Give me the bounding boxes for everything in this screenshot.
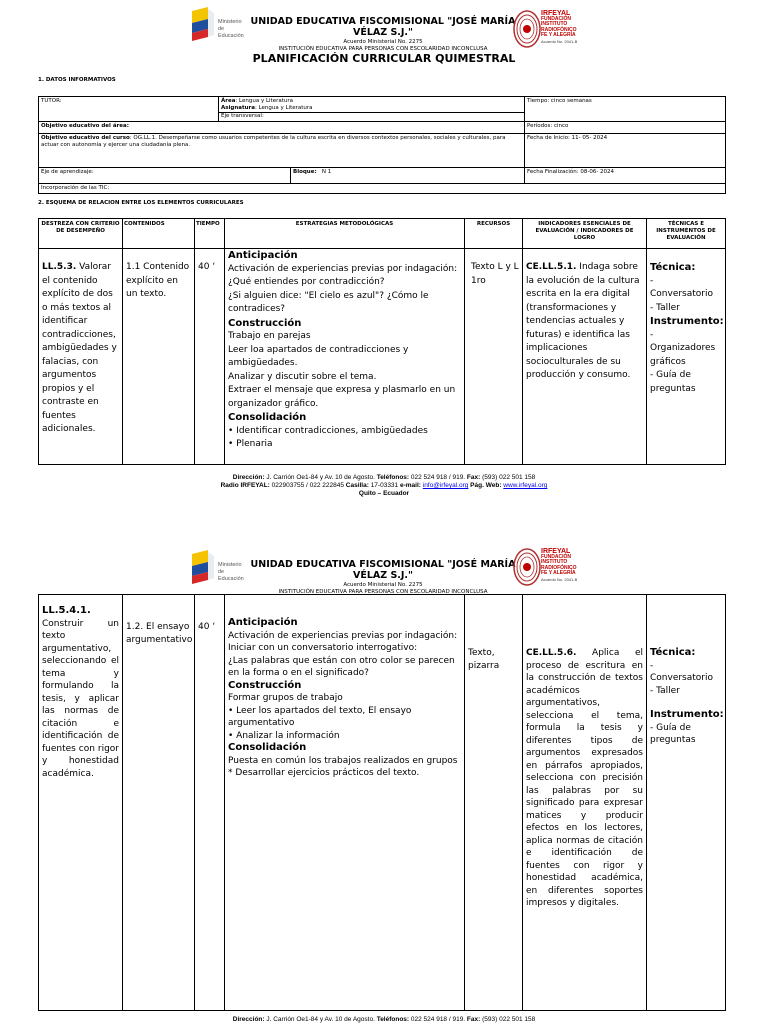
consolidacion-heading: Consolidación bbox=[228, 412, 307, 423]
contenidos-cell: 1.2. El ensayo argumentativo bbox=[123, 595, 195, 1011]
school-title-block bbox=[248, 559, 518, 595]
table-row bbox=[39, 595, 726, 1011]
ministerio-line: Ministerio bbox=[218, 19, 242, 25]
objetivo-curso-value: : OG.LL.1. Desempeñarse como usuarios competentes de la cultura escrita en diversos contextos personales, sociales y culturales, para actuar con autonomía y ejercer una ciudadanía plena. bbox=[41, 135, 506, 148]
ministerio-text bbox=[218, 19, 248, 40]
asignatura-value: : Lengua y Literatura bbox=[254, 105, 313, 111]
construccion-line: Leer loa apartados de contradicciones y ambigüedades. bbox=[228, 344, 409, 368]
instrumento-item: - Guía de preguntas bbox=[650, 370, 696, 394]
tiempo-cell bbox=[525, 97, 726, 122]
footer-fax-value: (593) 022 501 158 bbox=[480, 1016, 536, 1023]
tecnica-label: Técnica: bbox=[650, 647, 696, 658]
ecuador-flag-icon bbox=[190, 550, 216, 584]
page-header bbox=[0, 6, 768, 50]
school-name: UNIDAD EDUCATIVA FISCOMISIONAL "JOSÉ MARÍA VÉLAZ S.J." bbox=[250, 16, 516, 38]
recursos-cell: Texto, pizarra bbox=[465, 595, 523, 1011]
objetivo-curso-cell bbox=[39, 134, 525, 168]
footer-dir-label: Dirección: bbox=[232, 474, 265, 481]
anticipacion-heading: Anticipación bbox=[228, 250, 298, 261]
destreza-text: Construir un texto argumentativo, seleccionando el tema y formulando la tesis, y aplicar las normas de citación e identificación de fuentes con rigor y honestidad académica. bbox=[42, 618, 119, 779]
footer-tel-value: 022 524 918 / 919. bbox=[409, 1016, 467, 1023]
periodos-value: Períodos: cinco bbox=[527, 123, 569, 129]
ministerio-logo bbox=[190, 7, 248, 41]
acuerdo-ministerial: Acuerdo Ministerial No. 2275 bbox=[343, 582, 423, 588]
indicador-text: Indaga sobre la evolución de la cultura escrita en la era digital (transformaciones y tendencias actuales y futuras) e identifica las implicaciones socioculturales de su producción y consumo. bbox=[526, 262, 640, 380]
tecnica-item: - Taller bbox=[650, 685, 680, 696]
institucion-line: INSTITUCIÓN EDUCATIVA PARA PERSONAS CON ESCOLARIDAD INCONCLUSA bbox=[278, 46, 488, 52]
footer-fax-label: Fax: bbox=[466, 474, 481, 481]
col-tiempo: TIEMPO bbox=[195, 219, 225, 249]
instrumento-item: - bbox=[650, 329, 654, 340]
footer-tel-label: Teléfonos: bbox=[376, 474, 410, 481]
construccion-line: Extraer el mensaje que expresa y plasmarlo en un organizador gráfico. bbox=[228, 385, 456, 409]
bloque-cell bbox=[291, 168, 525, 184]
irfeyal-seal-icon bbox=[512, 9, 542, 49]
estrategias-cell bbox=[225, 249, 465, 465]
footer-city: Quito – Ecuador bbox=[358, 490, 410, 497]
table-row bbox=[39, 249, 726, 465]
consolidacion-line: • Identificar contradicciones, ambigüedades bbox=[228, 425, 428, 436]
irfeyal-line: FUNDACIÓN bbox=[541, 553, 571, 560]
instrumento-label: Instrumento: bbox=[650, 316, 724, 327]
area-value: : Lengua y Literatura bbox=[235, 98, 293, 104]
area-cell bbox=[219, 97, 525, 122]
acuerdo-ministerial: Acuerdo Ministerial No. 2275 bbox=[343, 39, 423, 45]
school-title-block bbox=[248, 16, 518, 52]
col-contenidos: CONTENIDOS bbox=[123, 219, 195, 249]
anticipacion-line: ¿Las palabras que están con otro color se parecen en la forma o en el significado? bbox=[228, 655, 455, 678]
anticipacion-heading: Anticipación bbox=[228, 617, 298, 628]
anticipacion-line: Activación de experiencias previas por indagación: bbox=[228, 263, 458, 274]
fecha-fin-cell bbox=[525, 168, 726, 184]
destreza-cell bbox=[39, 595, 123, 1011]
construccion-line: Trabajo en parejas bbox=[228, 331, 311, 341]
page-footer-2 bbox=[0, 1016, 768, 1024]
consolidacion-line: • Plenaria bbox=[228, 439, 273, 449]
eje-aprendizaje-cell bbox=[39, 168, 291, 184]
institucion-line: INSTITUCIÓN EDUCATIVA PARA PERSONAS CON ESCOLARIDAD INCONCLUSA bbox=[278, 589, 488, 595]
curricular-table-1 bbox=[38, 218, 726, 465]
col-estrategias: ESTRATEGIAS METODOLÓGICAS bbox=[225, 219, 465, 249]
consolidacion-line: * Desarrollar ejercicios prácticos del texto. bbox=[228, 768, 420, 778]
tecnica-item: - bbox=[650, 660, 654, 671]
ministerio-line: Ministerio bbox=[218, 562, 242, 568]
bloque-value: N 1 bbox=[321, 169, 332, 175]
anticipacion-line: Activación de experiencias previas por indagación: bbox=[228, 630, 458, 641]
eje-aprendizaje: Eje de aprendizaje: bbox=[41, 169, 94, 175]
school-name: UNIDAD EDUCATIVA FISCOMISIONAL "JOSÉ MARÍA VÉLAZ S.J." bbox=[250, 559, 516, 581]
indicadores-cell bbox=[523, 595, 647, 1011]
recursos-cell: Texto L y L 1ro bbox=[465, 249, 523, 465]
consolidacion-line: Puesta en común los trabajos realizados en grupos bbox=[228, 755, 458, 766]
construccion-line: Formar grupos de trabajo bbox=[228, 693, 343, 703]
irfeyal-line: FUNDACIÓN bbox=[541, 15, 571, 22]
tiempo-cell: 40 ‘ bbox=[195, 249, 225, 465]
footer-tel-value: 022 524 918 / 919. bbox=[409, 474, 467, 481]
tecnica-label: Técnica: bbox=[650, 262, 696, 273]
footer-fax-label: Fax: bbox=[466, 1016, 481, 1023]
irfeyal-line: INSTITUTO bbox=[541, 21, 568, 27]
footer-fax-value: (593) 022 501 158 bbox=[480, 474, 536, 481]
footer-web-label: Pág. Web: bbox=[468, 482, 502, 489]
tutor-cell bbox=[39, 97, 219, 122]
tiempo-cell: 40 ‘ bbox=[195, 595, 225, 1011]
col-tecnicas: TÉCNICAS E INSTRUMENTOS DE EVALUACIÓN bbox=[647, 219, 726, 249]
table-header-row bbox=[39, 219, 726, 249]
destreza-code: LL.5.4.1. bbox=[42, 605, 91, 616]
page-header-2 bbox=[0, 547, 768, 595]
footer-casilla-label: Casilla: bbox=[345, 482, 369, 489]
tiempo-value: Tiempo: cinco semanas bbox=[527, 98, 592, 104]
indicador-code: CE.LL.5.1. bbox=[526, 262, 577, 272]
footer-tel-label: Teléfonos: bbox=[376, 1016, 410, 1023]
irfeyal-name: IRFEYAL bbox=[541, 548, 571, 555]
construccion-line: Analizar y discutir sobre el tema. bbox=[228, 371, 377, 382]
section-esquema: 2. ESQUEMA DE RELACION ENTRE LOS ELEMENTOS CURRICULARES bbox=[38, 200, 244, 206]
footer-dir-value: J. Carrión Oe1-84 y Av. 10 de Agosto. bbox=[264, 474, 377, 481]
indicador-text: Aplica el proceso de escritura en la construcción de textos académicos argumentativos, selecciona el tema, formula la tesis y diferentes tipos de argumentos expresados en párrafos apropiados, selecciona con precisión las palabras por su significado para expresar matices y producir efectos en los lectores, aplica normas de citación e identificación de fuentes con rigor y honestidad académica, en diferentes soportes impresos y digitales. bbox=[526, 648, 643, 908]
col-destreza: DESTREZA CON CRITERIO DE DESEMPEÑO bbox=[39, 219, 123, 249]
tutor-label: TUTOR: bbox=[41, 98, 62, 104]
contenidos-cell: 1.1 Contenido explícito en un texto. bbox=[123, 249, 195, 465]
objetivo-curso-label: Objetivo educativo del curso bbox=[41, 135, 130, 141]
destreza-cell bbox=[39, 249, 123, 465]
instrumento-item: - Guía de preguntas bbox=[650, 722, 696, 745]
anticipacion-line: Iniciar con un conversatorio interrogativo: bbox=[228, 643, 418, 653]
destreza-text: Valorar el contenido explícito de dos o más textos al identificar contradicciones, ambigüedades y falacias, con argumentos propios y el contraste en fuentes adicionales. bbox=[42, 262, 117, 434]
irfeyal-logo bbox=[510, 547, 580, 587]
eje-transversal: Eje transversal: bbox=[219, 112, 524, 120]
tic-cell: Incorporación de las TIC: bbox=[39, 184, 726, 194]
irfeyal-text bbox=[541, 11, 577, 44]
anticipacion-line: ¿Si alguien dice: "El cielo es azul"? ¿Cómo le contradices? bbox=[228, 290, 429, 314]
anticipacion-line: ¿Qué entiendes por contradicción? bbox=[228, 277, 385, 287]
page-footer bbox=[0, 474, 768, 498]
irfeyal-text bbox=[541, 549, 577, 582]
irfeyal-line: RADIOFÓNICO bbox=[541, 26, 577, 33]
irfeyal-line: FE Y ALEGRÍA bbox=[541, 570, 576, 576]
irfeyal-logo bbox=[510, 9, 580, 49]
instrumento-label: Instrumento: bbox=[650, 709, 724, 720]
irfeyal-seal-icon bbox=[512, 547, 542, 587]
curricular-table-2 bbox=[38, 594, 726, 1011]
col-indicadores: INDICADORES ESENCIALES DE EVALUACIÓN / INDICADORES DE LOGRO bbox=[523, 219, 647, 249]
footer-casilla-value: 17-03331 bbox=[368, 482, 400, 489]
tecnica-item: Conversatorio bbox=[650, 289, 714, 299]
col-recursos: RECURSOS bbox=[465, 219, 523, 249]
info-table bbox=[38, 96, 726, 194]
indicadores-cell bbox=[523, 249, 647, 465]
construccion-heading: Construcción bbox=[228, 679, 302, 691]
indicador-code: CE.LL.5.6. bbox=[526, 648, 577, 658]
fecha-inicio-cell bbox=[525, 134, 726, 168]
consolidacion-heading: Consolidación bbox=[228, 742, 307, 753]
footer-radio-value: 022903755 / 022 222845 bbox=[269, 482, 346, 489]
web-link[interactable]: www.irfeyal.org bbox=[503, 482, 548, 489]
tecnica-item: - Taller bbox=[650, 302, 680, 313]
instrumento-item: Organizadores gráficos bbox=[650, 343, 716, 367]
irfeyal-acuerdo: Acuerdo No. 2041-B bbox=[541, 576, 578, 582]
estrategias-cell bbox=[225, 595, 465, 1011]
irfeyal-line: FE Y ALEGRÍA bbox=[541, 32, 576, 38]
tecnica-item: - bbox=[650, 275, 654, 286]
periodos-cell bbox=[525, 122, 726, 134]
tecnicas-cell bbox=[647, 249, 726, 465]
destreza-code: LL.5.3. bbox=[42, 262, 77, 272]
construccion-line: • Leer los apartados del texto, El ensayo argumentativo bbox=[228, 705, 412, 728]
irfeyal-line: INSTITUTO bbox=[541, 559, 568, 565]
email-link[interactable]: info@irfeyal.org bbox=[422, 482, 469, 489]
tecnica-item: Conversatorio bbox=[650, 673, 714, 683]
fecha-inicio: Fecha de Inicio: 11- 05- 2024 bbox=[527, 135, 608, 141]
tecnicas-cell bbox=[647, 595, 726, 1011]
irfeyal-acuerdo: Acuerdo No. 2041-B bbox=[541, 38, 578, 44]
fecha-fin: Fecha Finalización: 08-06- 2024 bbox=[527, 169, 615, 175]
page-title: PLANIFICACIÓN CURRICULAR QUIMESTRAL bbox=[252, 52, 516, 65]
footer-email-label: e-mail: bbox=[399, 482, 421, 489]
construccion-line: • Analizar la información bbox=[228, 730, 340, 741]
footer-dir-value: J. Carrión Oe1-84 y Av. 10 de Agosto. bbox=[264, 1016, 377, 1023]
construccion-heading: Construcción bbox=[228, 317, 302, 329]
objetivo-area: Objetivo educativo del área: bbox=[39, 122, 525, 134]
educacion-line: de Educación bbox=[218, 569, 244, 582]
irfeyal-line: RADIOFÓNICO bbox=[541, 564, 577, 571]
footer-dir-label: Dirección: bbox=[232, 1016, 265, 1023]
bloque-label: Bloque: bbox=[293, 169, 317, 175]
section-datos-informativos: 1. DATOS INFORMATIVOS bbox=[38, 77, 116, 83]
asignatura-label: Asignatura bbox=[221, 105, 255, 111]
irfeyal-name: IRFEYAL bbox=[541, 10, 571, 17]
ministerio-logo bbox=[190, 550, 248, 584]
footer-radio-label: Radio IRFEYAL: bbox=[220, 482, 270, 489]
educacion-line: de Educación bbox=[218, 26, 244, 39]
ecuador-flag-icon bbox=[190, 7, 216, 41]
ministerio-text bbox=[218, 562, 248, 583]
area-label: Área bbox=[221, 98, 236, 104]
